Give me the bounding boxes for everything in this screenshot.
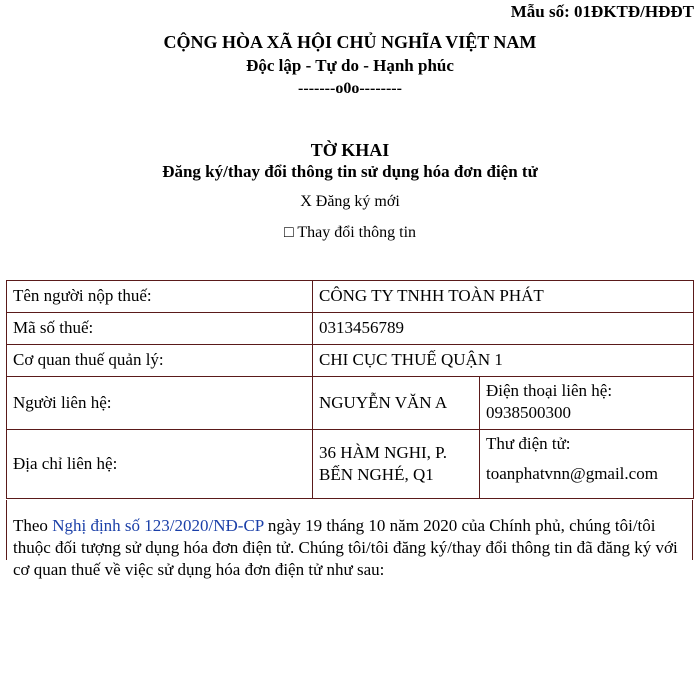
taxpayer-label: Tên người nộp thuế: (7, 281, 313, 313)
contact-label: Người liên hệ: (7, 377, 313, 430)
phone-label: Điện thoại liên hệ: (486, 381, 613, 400)
phone-cell (480, 377, 694, 430)
address-label: Địa chỉ liên hệ: (7, 430, 313, 499)
paragraph-prefix: Theo (13, 516, 53, 535)
option-change-info[interactable]: □ Thay đổi thông tin (283, 224, 417, 241)
table-row (7, 313, 694, 345)
national-title: CỘNG HÒA XÃ HỘI CHỦ NGHĨA VIỆT NAM (163, 32, 537, 52)
table-row (7, 430, 694, 499)
decree-link[interactable]: Nghị định số 123/2020/NĐ-CP (52, 516, 264, 535)
email-label: Thư điện tử: (486, 434, 571, 453)
national-motto: Độc lập - Tự do - Hạnh phúc (246, 56, 454, 75)
form-title: TỜ KHAI (310, 140, 390, 160)
paragraph-body: ngày 19 tháng 10 năm 2020 của Chính phủ, chúng tôi/tôi thuộc đối tượng sử dụng hóa đơn điện tử. Chúng tôi/tôi đăng ký/thay đổi thông tin đã đăng ký với cơ quan thuế về việc sử dụng hóa đơn điện tử như sau: (13, 516, 678, 580)
taxpayer-info-table (6, 280, 694, 499)
declaration-paragraph (6, 500, 693, 580)
form-subtitle: Đăng ký/thay đổi thông tin sử dụng hóa đơn điện tử (162, 162, 538, 181)
option-new-registration[interactable]: X Đăng ký mới (300, 193, 400, 210)
table-row (7, 377, 694, 430)
table-row (7, 345, 694, 377)
contact-value: NGUYỄN VĂN A (313, 377, 480, 430)
tax-code-value: 0313456789 (313, 313, 694, 345)
phone-value: 0938500300 (486, 403, 571, 423)
email-value: toanphatvnn@gmail.com (486, 464, 658, 484)
form-code: Mẫu số: 01ĐKTĐ/HĐĐT (510, 2, 694, 21)
tax-office-label: Cơ quan thuế quản lý: (7, 345, 313, 377)
email-cell (480, 430, 694, 499)
table-row (7, 281, 694, 313)
tax-code-label: Mã số thuế: (7, 313, 313, 345)
header-separator: -------o0o-------- (298, 80, 402, 97)
address-value: 36 HÀM NGHI, P. BẾN NGHÉ, Q1 (313, 430, 480, 499)
taxpayer-value: CÔNG TY TNHH TOÀN PHÁT (313, 281, 694, 313)
tax-office-value: CHI CỤC THUẾ QUẬN 1 (313, 345, 694, 377)
